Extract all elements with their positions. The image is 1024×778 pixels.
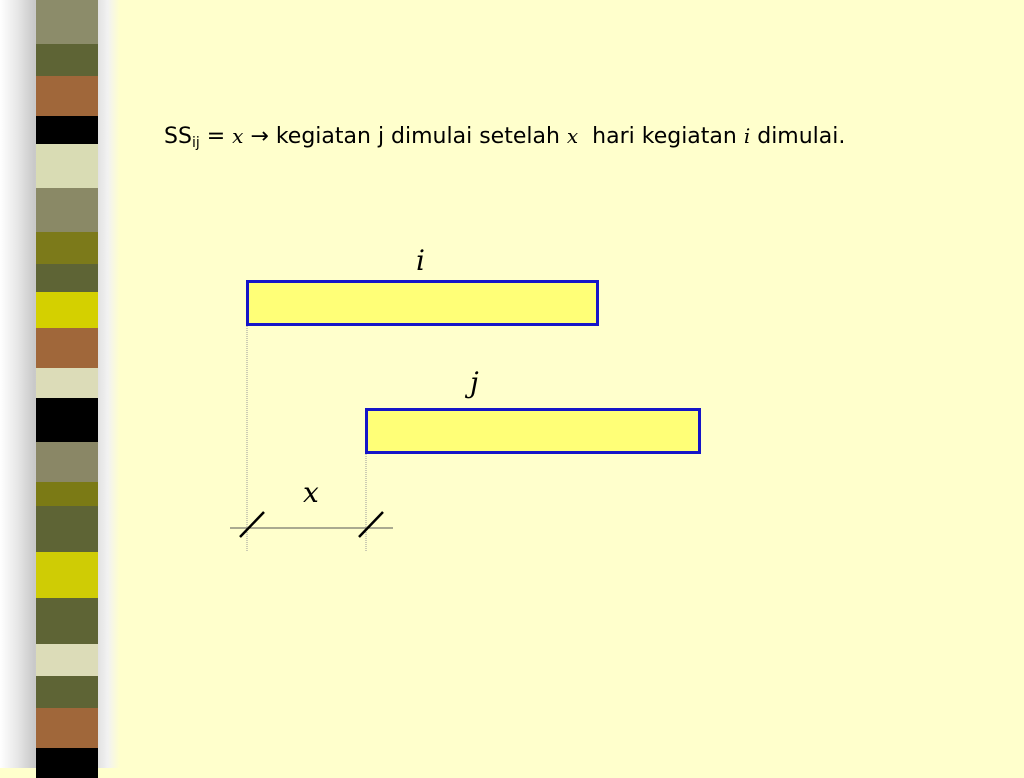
label-i: i [416, 244, 425, 277]
tick-mark-right [359, 512, 383, 537]
label-x: x [303, 476, 319, 509]
ss-subscript: ij [191, 135, 200, 151]
equals-sign: = [199, 124, 233, 149]
headline-text-3: dimulai. [750, 124, 846, 149]
i-variable: i [743, 124, 751, 148]
tick-mark-left [240, 512, 264, 537]
ss-label: SS [164, 124, 192, 149]
headline-text-1: kegiatan j dimulai setelah [275, 124, 567, 149]
headline-text-2: hari kegiatan [578, 124, 744, 149]
label-j: j [470, 366, 479, 399]
x-variable: x [232, 124, 244, 148]
arrow-icon: → [243, 124, 276, 149]
x-variable-2: x [566, 124, 579, 148]
